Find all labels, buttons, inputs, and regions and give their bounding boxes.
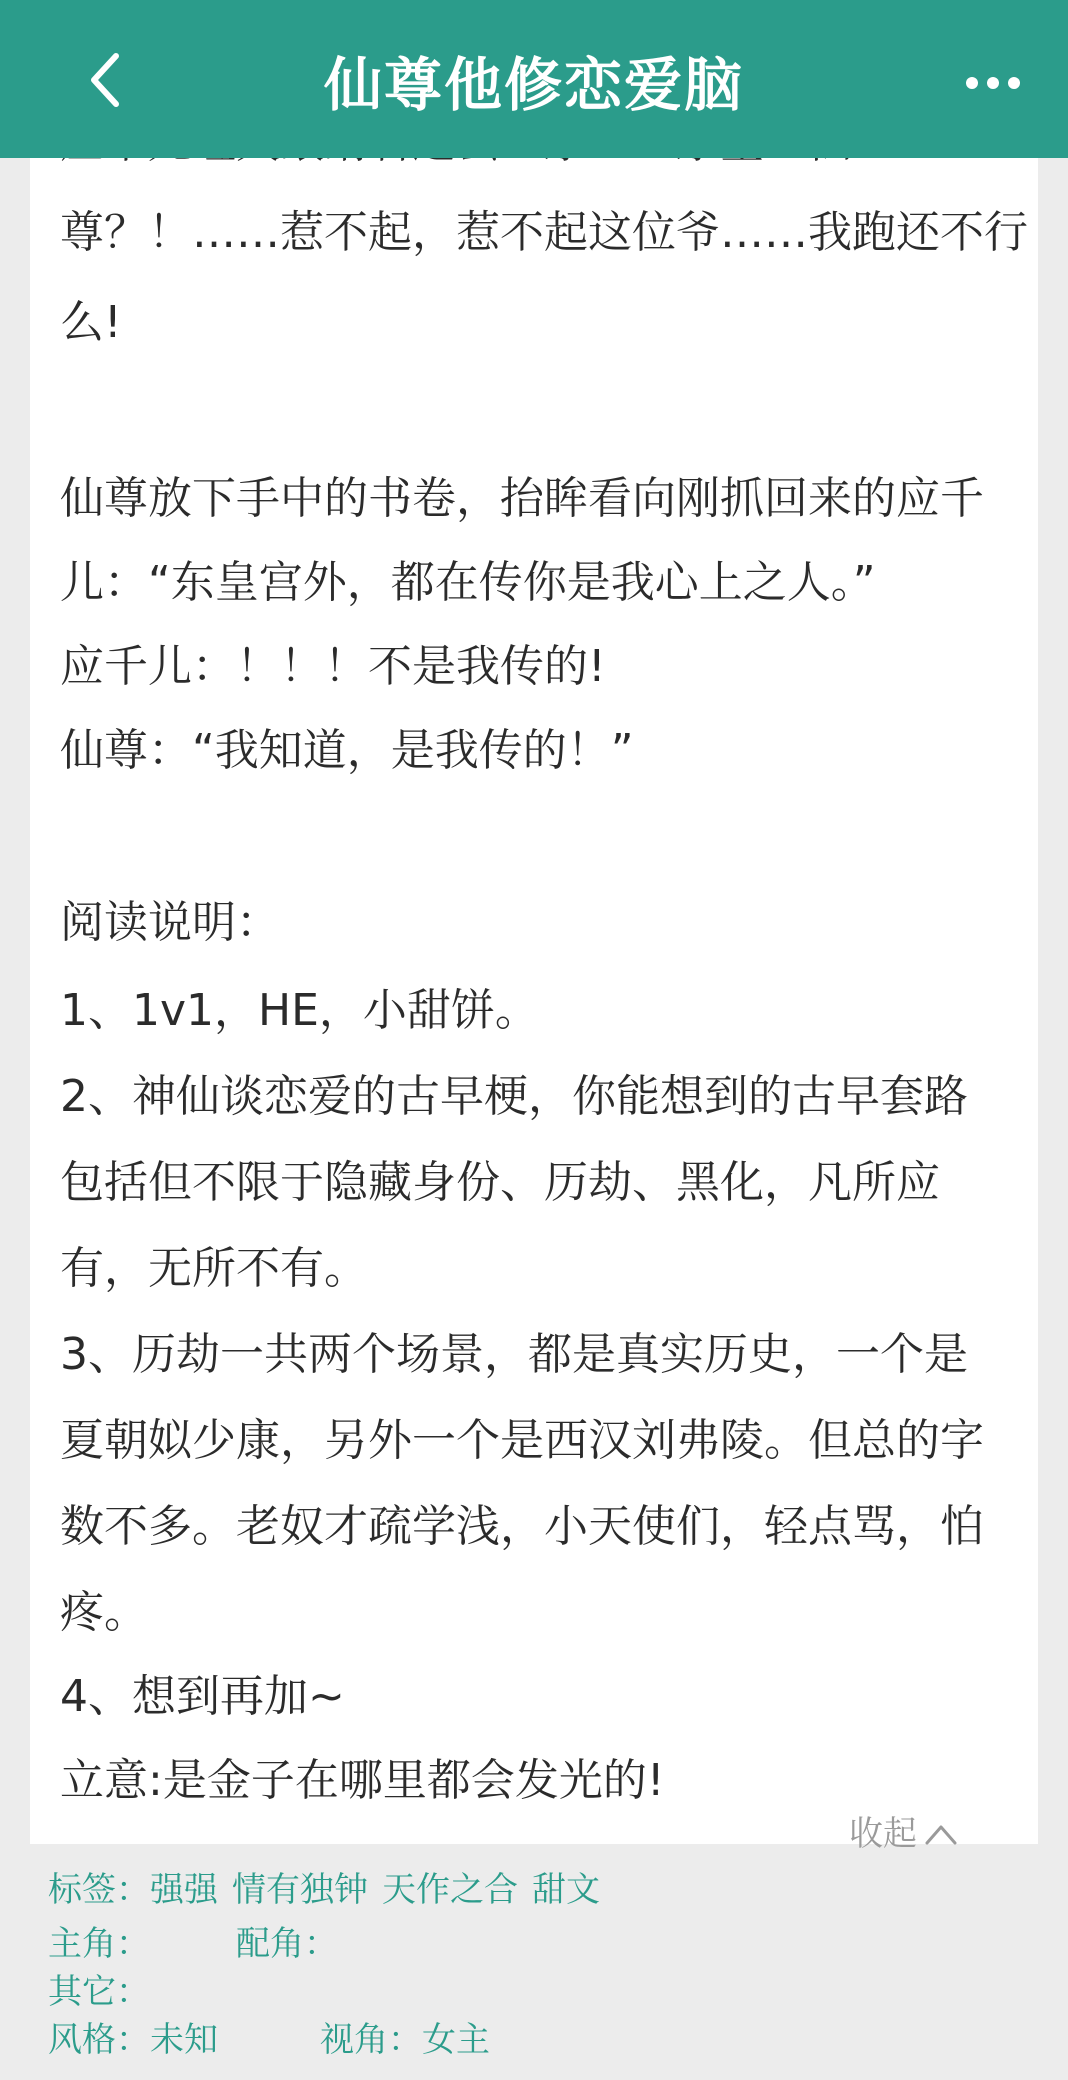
synopsis-line: 应千儿：！！！不是我传的! [60, 641, 606, 692]
other-label: 其它： [48, 1972, 150, 2012]
synopsis-line: 疼。 [60, 1587, 148, 1638]
synopsis-line: 么! [60, 297, 122, 348]
synopsis-line: 立意:是金子在哪里都会发光的! [60, 1755, 665, 1806]
synopsis-line: 包括但不限于隐藏身份、历劫、黑化，凡所应 [60, 1157, 940, 1208]
tag-item[interactable]: 情有独钟 [232, 1870, 368, 1910]
synopsis-line: 有，无所不有。 [60, 1243, 368, 1294]
page-title: 仙尊他修恋爱脑 [323, 51, 744, 119]
top-app-bar [0, 0, 1068, 158]
tag-item[interactable]: 甜文 [532, 1870, 600, 1910]
synopsis-line: 儿：“东皇宫外，都在传你是我心上之人。” [60, 557, 876, 608]
pov-row [320, 2018, 490, 2062]
synopsis-line: 尊？！……惹不起，惹不起这位爷……我跑还不行 [60, 207, 1028, 258]
synopsis-line: 夏朝姒少康，另外一个是西汉刘弗陵。但总的字 [60, 1415, 984, 1466]
pov-label: 视角： [320, 2020, 422, 2060]
synopsis-card [30, 0, 1038, 1844]
more-horizontal-icon [958, 58, 1028, 108]
synopsis-line: 4、想到再加~ [60, 1671, 345, 1722]
pov-value: 女主 [422, 2020, 490, 2060]
synopsis-line: 3、历劫一共两个场景，都是真实历史，一个是 [60, 1329, 968, 1380]
chevron-up-icon [923, 1819, 959, 1849]
synopsis-line: 数不多。老奴才疏学浅，小天使们，轻点骂，怕 [60, 1501, 984, 1552]
synopsis-line: 1、1v1，HE，小甜饼。 [60, 985, 539, 1036]
more-options-button[interactable] [958, 58, 1028, 108]
synopsis-line: 阅读说明： [60, 897, 280, 948]
collapse-button[interactable] [849, 1812, 959, 1856]
supporting-label: 配角： [236, 1924, 338, 1964]
synopsis-line: 仙尊放下手中的书卷，抬眸看向刚抓回来的应千 [60, 473, 984, 524]
style-row [48, 2018, 218, 2062]
tags-row [48, 1868, 614, 1912]
synopsis-line: 2、神仙谈恋爱的古早梗，你能想到的古早套路 [60, 1071, 968, 1122]
protagonist-label: 主角： [48, 1924, 150, 1964]
collapse-label: 收起 [849, 1814, 917, 1854]
style-label: 风格： [48, 2020, 150, 2060]
synopsis-line: 仙尊：“我知道，是我传的！” [60, 725, 634, 776]
tags-label: 标签： [48, 1870, 150, 1910]
tag-item[interactable]: 天作之合 [382, 1870, 518, 1910]
tag-item[interactable]: 强强 [150, 1870, 218, 1910]
style-value: 未知 [150, 2020, 218, 2060]
